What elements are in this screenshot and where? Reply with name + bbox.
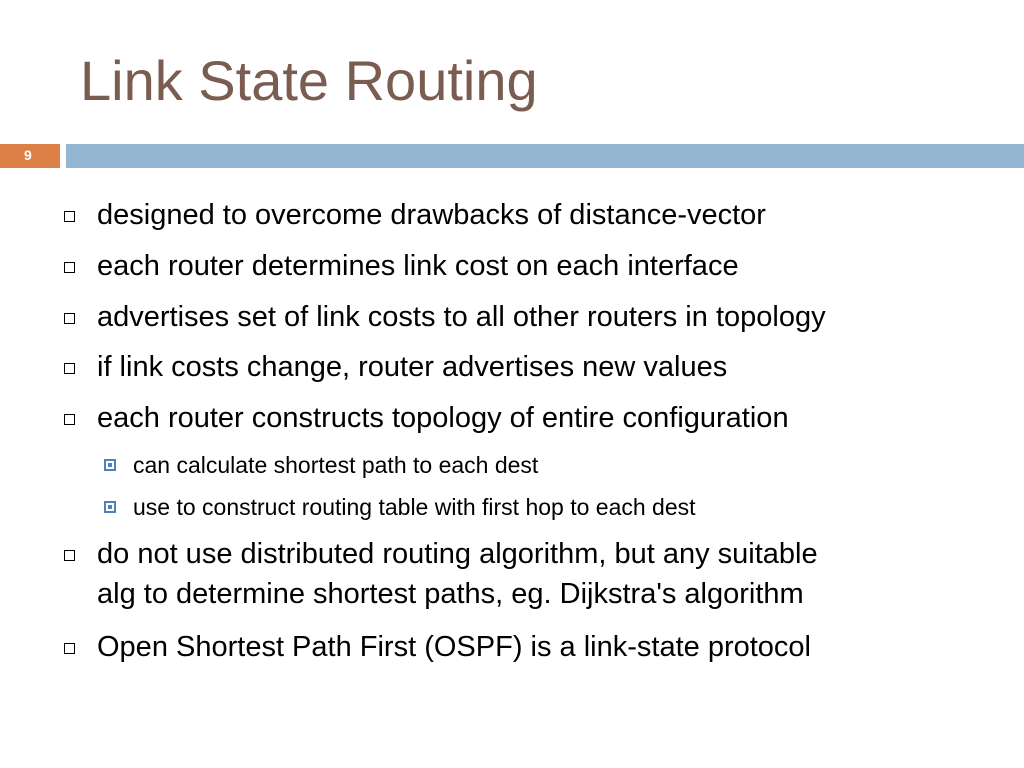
slide-number: 9	[24, 147, 32, 163]
square-bullet-icon	[64, 550, 75, 561]
bullet-item: designed to overcome drawbacks of distance-vector	[97, 199, 766, 231]
bullet-item: if link costs change, router advertises new values	[97, 351, 728, 383]
square-bullet-icon	[64, 414, 75, 425]
bullet-line: do not use distributed routing algorithm, but any suitable	[97, 538, 818, 570]
square-bullet-icon	[64, 313, 75, 324]
slide-title: Link State Routing	[80, 49, 538, 112]
bullet-item	[97, 534, 997, 614]
square-bullet-icon	[64, 643, 75, 654]
square-sub-bullet-icon	[104, 501, 116, 513]
square-bullet-icon	[64, 363, 75, 374]
square-bullet-icon	[64, 211, 75, 222]
sub-bullet-item: can calculate shortest path to each dest	[133, 452, 539, 478]
bullet-item: Open Shortest Path First (OSPF) is a link-state protocol	[97, 631, 811, 663]
square-sub-bullet-icon	[104, 459, 116, 471]
bullet-item: each router determines link cost on each interface	[97, 250, 739, 282]
bullet-line: alg to determine shortest paths, eg. Dijkstra's algorithm	[97, 578, 804, 610]
square-bullet-icon	[64, 262, 75, 273]
sub-bullet-item: use to construct routing table with first hop to each dest	[133, 494, 696, 520]
bullet-item: advertises set of link costs to all other routers in topology	[97, 301, 826, 333]
bullet-item: each router constructs topology of entire configuration	[97, 402, 789, 434]
